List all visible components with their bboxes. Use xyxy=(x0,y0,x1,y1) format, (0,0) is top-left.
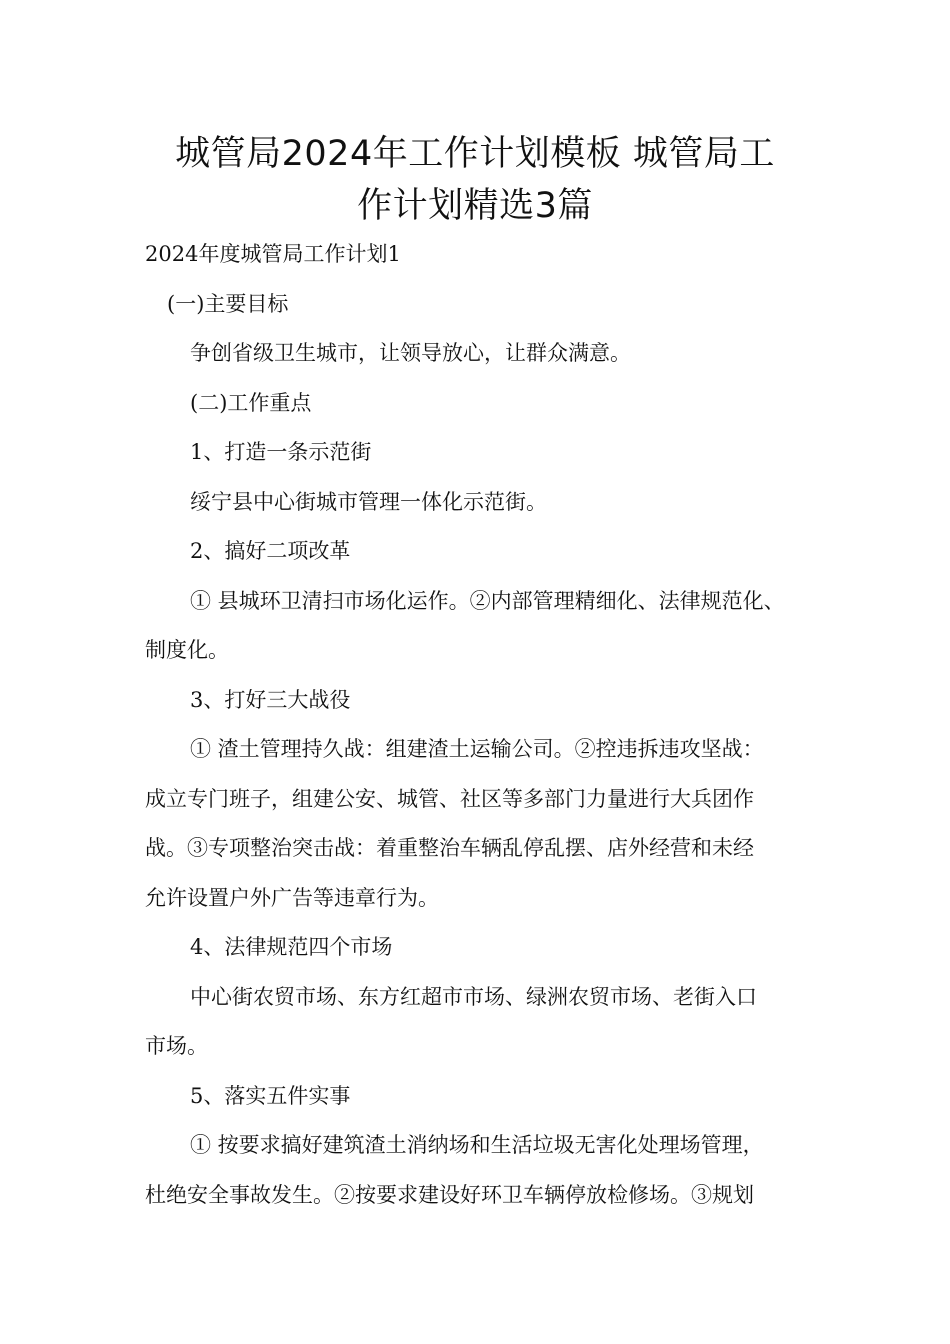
list-item-heading: 5、落实五件实事 xyxy=(190,1083,351,1108)
paragraph: 绥宁县中心街城市管理一体化示范街。 xyxy=(190,489,547,514)
paragraph: 中心街农贸市场、东方红超市市场、绿洲农贸市场、老街入口 xyxy=(190,984,757,1009)
paragraph-continuation: 杜绝安全事故发生。②按要求建设好环卫车辆停放检修场。③规划 xyxy=(145,1182,754,1207)
paragraph-continuation: 战。③专项整治突击战：着重整治车辆乱停乱摆、店外经营和未经 xyxy=(145,836,754,860)
section-heading: 2024年度城管局工作计划1 xyxy=(145,242,401,266)
document-title xyxy=(100,128,850,232)
paragraph-continuation: 成立专门班子，组建公安、城管、社区等多部门力量进行大兵团作 xyxy=(145,786,754,811)
paragraph: ① 按要求搞好建筑渣土消纳场和生活垃圾无害化处理场管理， xyxy=(190,1133,764,1157)
paragraph-continuation: 市场。 xyxy=(145,1034,208,1058)
title-line-2: 作计划精选3篇 xyxy=(357,186,593,226)
paragraph-continuation: 允许设置户外广告等违章行为。 xyxy=(145,885,439,910)
list-item-heading: 4、法律规范四个市场 xyxy=(190,935,393,959)
paragraph: ① 县城环卫清扫市场化运作。②内部管理精细化、法律规范化、 xyxy=(190,588,785,613)
paragraph: 争创省级卫生城市，让领导放心，让群众满意。 xyxy=(190,341,631,365)
title-line-1: 城管局2024年工作计划模板 城管局工 xyxy=(175,134,775,174)
list-item-heading: 1、打造一条示范街 xyxy=(190,440,372,464)
list-item-heading: 2、搞好二项改革 xyxy=(190,539,351,563)
subsection-heading: (二)工作重点 xyxy=(190,390,312,415)
paragraph: ① 渣土管理持久战：组建渣土运输公司。②控违拆违攻坚战： xyxy=(190,737,764,761)
list-item-heading: 3、打好三大战役 xyxy=(190,687,351,712)
paragraph-continuation: 制度化。 xyxy=(145,638,229,662)
subsection-heading: (一)主要目标 xyxy=(167,291,289,316)
document-body xyxy=(145,230,835,1220)
